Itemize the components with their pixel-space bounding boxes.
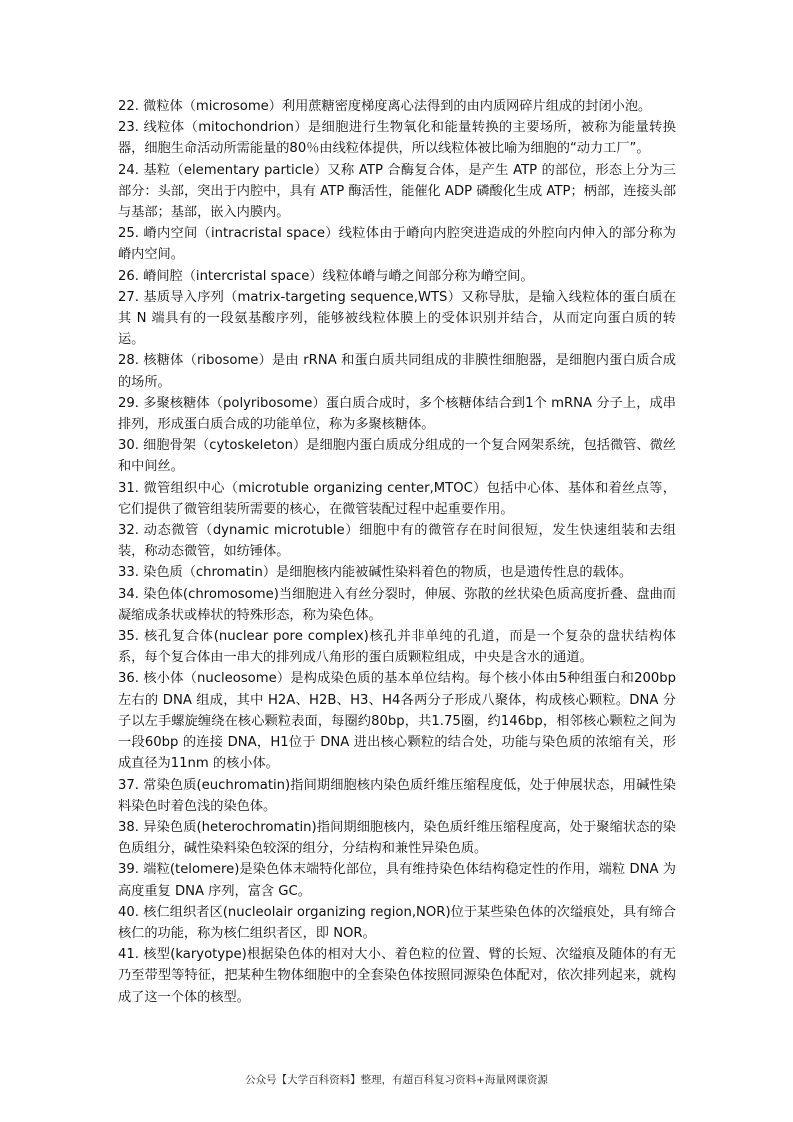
glossary-entry-25: 25. 嵴内空间（intracristal space）线粒体由于嵴向内腔突进造成的外腔向内伸入的部分称为嵴内空间。	[118, 226, 676, 263]
glossary-entry-31: 31. 微管组织中心（microtuble organizing center,MTOC）包括中心体、基体和着丝点等，它们提供了微管组装所需要的核心，在微管装配过程中起重要作用。	[118, 480, 676, 517]
glossary-entry-36: 36. 核小体（nucleosome）是构成染色质的基本单位结构。每个核小体由5种组蛋白和200bp 左右的 DNA 组成，其中 H2A、H2B、H3、H4各两分子形成八聚体，构成核心颗粒。DNA 分子以左手螺旋缠绕在核心颗粒表面，每圈约80bp，共1.75圈，约146bp，相邻核心颗粒之间为一段60bp 的连接 DNA，H1位于 DNA 进出核心颗粒的结合处，功能与染色质的浓缩有关，形成直径为11nm 的核小体。	[118, 671, 676, 772]
page-footer: 公众号【大学百科资料】整理，有超百科复习资料+海量网课资源	[245, 1074, 548, 1086]
glossary-entry-40: 40. 核仁组织者区(nucleolair organizing region,NOR)位于某些染色体的次缢痕处，具有缔合核仁的功能，称为核仁组织者区，即 NOR。	[118, 904, 676, 941]
glossary-entry-39: 39. 端粒(telomere)是染色体末端特化部位，具有维持染色体结构稳定性的作用，端粒 DNA 为高度重复 DNA 序列，富含 GC。	[118, 862, 676, 899]
glossary-entry-30: 30. 细胞骨架（cytoskeleton）是细胞内蛋白质成分组成的一个复合网架系统，包括微管、微丝和中间丝。	[118, 438, 676, 475]
glossary-entry-33: 33. 染色质（chromatin）是细胞核内能被碱性染料着色的物质，也是遗传性息的载体。	[118, 565, 633, 581]
glossary-entry-29: 29. 多聚核糖体（polyribosome）蛋白质合成时，多个核糖体结合到1个 mRNA 分子上，成串排列，形成蛋白质合成的功能单位，称为多聚核糖体。	[118, 395, 676, 433]
glossary-entry-32: 32. 动态微管（dynamic microtuble）细胞中有的微管存在时间很短，发生快速组装和去组装，称动态微管，如纺锤体。	[118, 523, 676, 560]
document-body	[118, 96, 676, 1008]
glossary-entry-37: 37. 常染色质(euchromatin)指间期细胞核内染色质纤维压缩程度低，处于伸展状态，用碱性染料染色时着色浅的染色体。	[118, 777, 676, 814]
glossary-entry-34: 34. 染色体(chromosome)当细胞进入有丝分裂时，伸展、弥散的丝状染色质高度折叠、盘曲而凝缩成条状或棒状的特殊形态，称为染色体。	[118, 586, 676, 623]
glossary-entry-38: 38. 异染色质(heterochromatin)指间期细胞核内，染色质纤维压缩程度高，处于聚缩状态的染色质组分，碱性染料染色较深的组分，分结构和兼性异染色质。	[118, 819, 676, 857]
glossary-entry-41: 41. 核型(karyotype)根据染色体的相对大小、着色粒的位置、臂的长短、次缢痕及随体的有无乃至带型等特征，把某种生物体细胞中的全套染色体按照同源染色体配对，依次排列起来，就构成了这一个体的核型。	[118, 947, 676, 1005]
glossary-entry-35: 35. 核孔复合体(nuclear pore complex)核孔并非单纯的孔道，而是一个复杂的盘状结构体系，每个复合体由一串大的排列成八角形的蛋白质颗粒组成，中央是含水的通道。	[118, 629, 676, 666]
glossary-entry-27: 27. 基质导入序列（matrix-targeting sequence,WTS）又称导肽，是输入线粒体的蛋白质在其 N 端具有的一段氨基酸序列，能够被线粒体膜上的受体识别并结合，从而定向蛋白质的转运。	[118, 289, 676, 348]
glossary-entry-28: 28. 核糖体（ribosome）是由 rRNA 和蛋白质共同组成的非膜性细胞器，是细胞内蛋白质合成的场所。	[118, 353, 676, 390]
glossary-entry-23: 23. 线粒体（mitochondrion）是细胞进行生物氧化和能量转换的主要场所，被称为能量转换器，细胞生命活动所需能量的80％由线粒体提供，所以线粒体被比喻为细胞的“动力工厂”。	[118, 120, 676, 157]
glossary-entry-26: 26. 嵴间腔（intercristal space）线粒体嵴与嵴之间部分称为嵴空间。	[118, 268, 534, 284]
glossary-entry-24: 24. 基粒（elementary particle）又称 ATP 合酶复合体，是产生 ATP 的部位，形态上分为三部分：头部，突出于内腔中，具有 ATP 酶活性，能催化 ADP 磷酸化生成 ATP；柄部，连接头部与基部；基部，嵌入内膜内。	[118, 162, 676, 221]
glossary-entry-22: 22. 微粒体（microsome）利用蔗糖密度梯度离心法得到的由内质网碎片组成的封闭小泡。	[118, 99, 652, 114]
